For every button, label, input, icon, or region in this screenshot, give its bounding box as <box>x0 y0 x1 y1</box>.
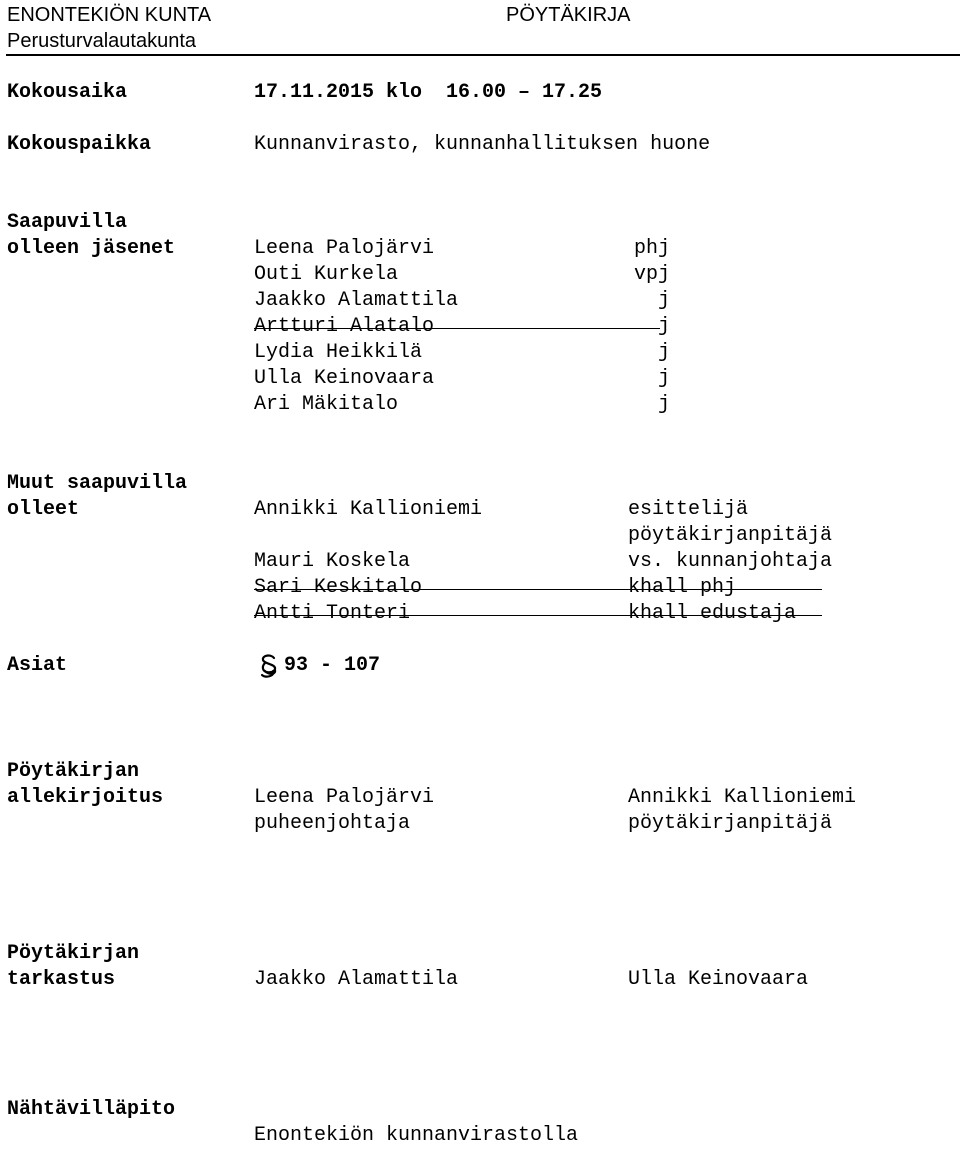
meeting-time-label: Kokousaika <box>7 81 128 104</box>
signature-label-line2: allekirjoitus <box>7 786 164 809</box>
reviewer1-name: Jaakko Alamattila <box>254 968 459 991</box>
attendee-name: Annikki Kallioniemi <box>254 498 483 521</box>
member-name: Jaakko Alamattila <box>254 289 459 312</box>
attendee-role: esittelijä <box>628 498 749 521</box>
attendee-role: pöytäkirjanpitäjä <box>628 524 833 547</box>
member-name: Lydia Heikkilä <box>254 341 423 364</box>
strikethrough-line <box>254 328 660 329</box>
member-role: j <box>657 341 670 364</box>
org-name: ENONTEKIÖN KUNTA <box>7 4 212 26</box>
meeting-place-value: Kunnanvirasto, kunnanhallituksen huone <box>254 133 711 156</box>
member-role: j <box>657 367 670 390</box>
member-name: Artturi Alatalo <box>254 315 435 338</box>
others-label-line1: Muut saapuvilla <box>7 472 188 495</box>
reviewer2-name: Ulla Keinovaara <box>628 968 809 991</box>
member-role: j <box>657 289 670 312</box>
review-label-line1: Pöytäkirjan <box>7 942 140 965</box>
member-name: Ari Mäkitalo <box>254 393 399 416</box>
attendee-role: vs. kunnanjohtaja <box>628 550 833 573</box>
member-role: vpj <box>633 263 670 286</box>
review-label-line2: tarkastus <box>7 968 116 991</box>
others-label-line2: olleet <box>7 498 80 521</box>
attendee-name: Mauri Koskela <box>254 550 411 573</box>
committee-name: Perusturvalautakunta <box>7 30 197 52</box>
signature-label-line1: Pöytäkirjan <box>7 760 140 783</box>
attendee-role: khall edustaja <box>628 602 797 625</box>
signer2-name: Annikki Kallioniemi <box>628 786 857 809</box>
member-name: Leena Palojärvi <box>254 237 435 260</box>
header-divider <box>6 54 960 56</box>
items-label: Asiat <box>7 654 68 677</box>
meeting-place-label: Kokouspaikka <box>7 133 152 156</box>
strikethrough-line <box>254 615 822 616</box>
members-label-line1: Saapuvilla <box>7 211 128 234</box>
member-role: phj <box>633 237 670 260</box>
attendee-role: khall phj <box>628 576 737 599</box>
attendee-name: Sari Keskitalo <box>254 576 423 599</box>
strikethrough-line <box>254 589 822 590</box>
member-role: j <box>657 315 670 338</box>
member-name: Outi Kurkela <box>254 263 399 286</box>
signer2-title: pöytäkirjanpitäjä <box>628 812 833 835</box>
document-type: PÖYTÄKIRJA <box>506 4 631 26</box>
attendee-name: Antti Tonteri <box>254 602 411 625</box>
member-role: j <box>657 393 670 416</box>
meeting-time-value: 17.11.2015 klo 16.00 – 17.25 <box>254 81 603 104</box>
display-label: Nähtävilläpito <box>7 1098 176 1121</box>
member-name: Ulla Keinovaara <box>254 367 435 390</box>
signer1-name: Leena Palojärvi <box>254 786 435 809</box>
members-label-line2: olleen jäsenet <box>7 237 176 260</box>
section-sign-icon <box>254 651 284 681</box>
signer1-title: puheenjohtaja <box>254 812 411 835</box>
items-range: 93 - 107 <box>284 654 381 677</box>
display-location: Enontekiön kunnanvirastolla <box>254 1124 579 1147</box>
